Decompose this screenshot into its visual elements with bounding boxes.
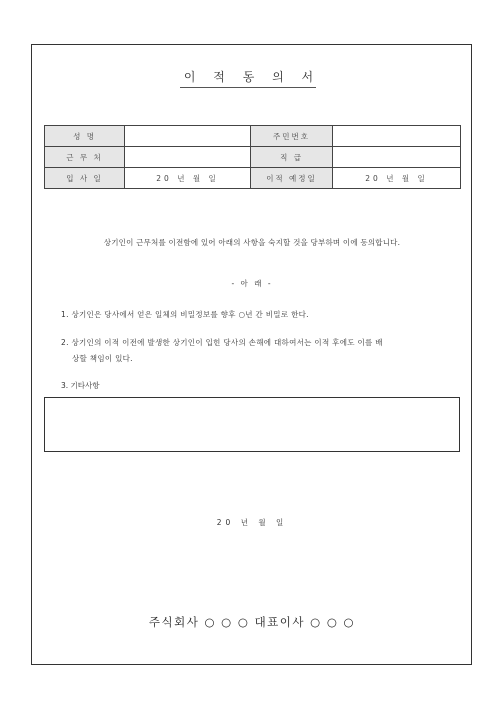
value-name [125,126,251,147]
title-underline [180,87,316,88]
clause-2-line-2: 상할 책임이 있다. [72,354,133,363]
clause-3: 3. 기타사항 [61,381,100,390]
value-transfer-date: 20 년 월 일 [333,168,461,189]
label-transfer-date: 이적 예정일 [251,168,333,189]
signature-line: 주식회사 ○ ○ ○ 대표이사 ○ ○ ○ [148,615,356,629]
value-resident-number [333,126,461,147]
label-workplace: 근 무 처 [45,147,125,168]
label-resident-number: 주민번호 [251,126,333,147]
value-hire-date: 20 년 월 일 [125,168,251,189]
label-position: 직 급 [251,147,333,168]
info-table [44,125,461,189]
intro-paragraph: 상기인이 근무처를 이전함에 있어 아래의 사항을 숙지할 것을 당부하며 이에 동의합니다. [103,238,401,247]
label-name: 성 명 [45,126,125,147]
value-position [333,147,461,168]
signing-date: 20 년 월 일 [216,518,288,527]
clause-1: 1. 상기인은 당사에서 얻은 일체의 비밀정보를 향후 ○년 간 비밀로 한다. [61,310,309,319]
label-hire-date: 입 사 일 [45,168,125,189]
value-workplace [125,147,251,168]
other-notes-box [44,397,460,452]
clause-2-line-1: 2. 상기인의 이적 이전에 발생한 상기인이 입힌 당사의 손해에 대하여서는 이적 후에도 이를 배 [61,338,383,347]
section-heading: - 아 래 - [231,279,273,288]
table-row [45,168,461,189]
table-row [45,147,461,168]
table-row [45,126,461,147]
document-title: 이 적 동 의 서 [183,70,321,84]
